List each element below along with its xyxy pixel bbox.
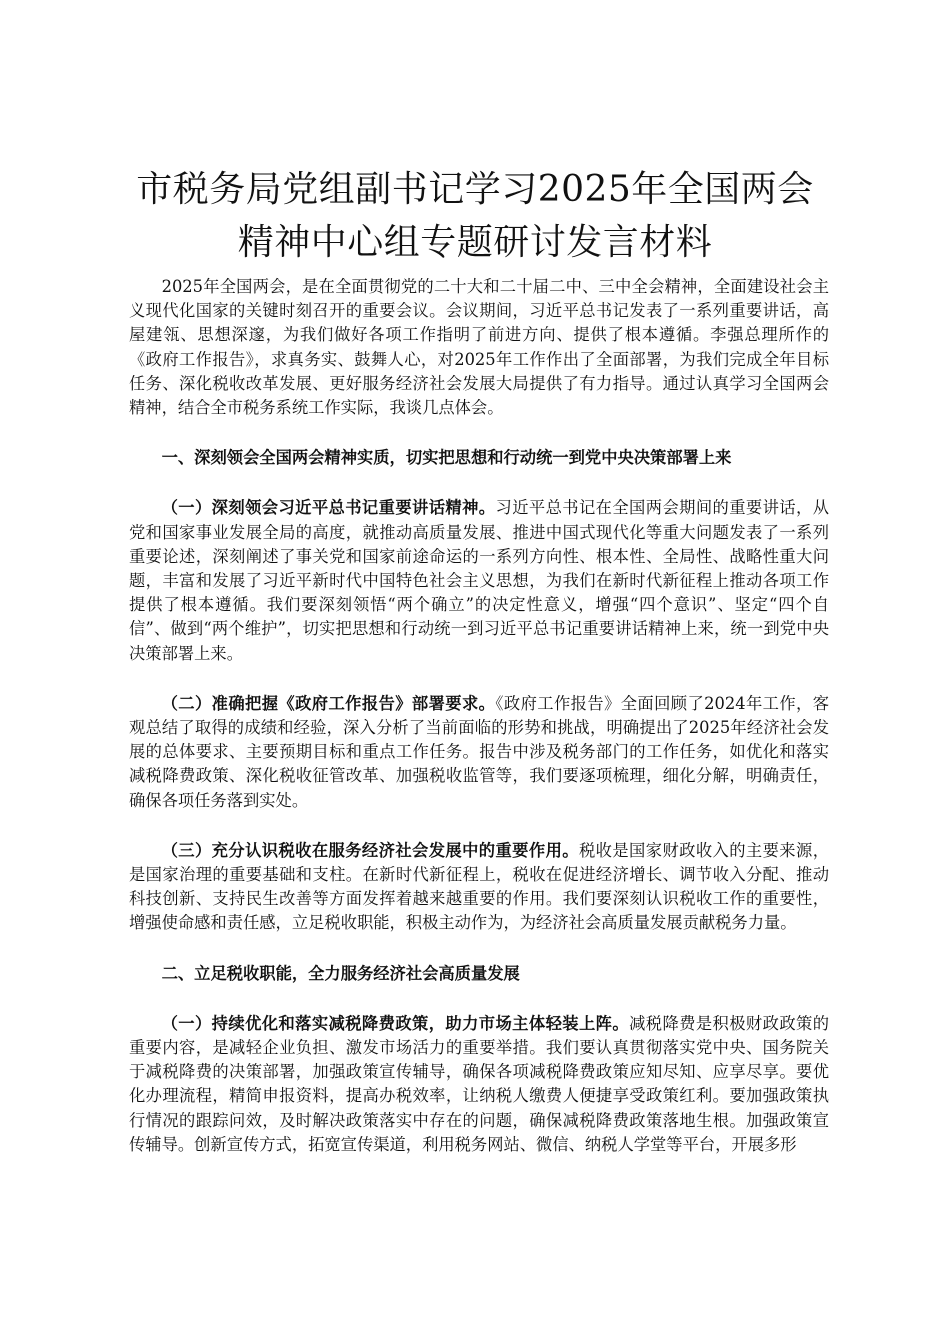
section-2-paragraph-1: [129, 1012, 829, 1157]
section-1-paragraph-2: [129, 692, 829, 813]
section-1-heading: 一、深刻领会全国两会精神实质，切实把思想和行动统一到党中央决策部署上来: [161, 448, 732, 468]
section-1-paragraph-1-body: 习近平总书记在全国两会期间的重要讲话，从党和国家事业发展全局的高度，就推动高质量发展、推进中国式现代化等重大问题发表了一系列重要论述，深刻阐述了事关党和国家前途命运的一系列方向性、根本性、全局性、战略性重大问题，丰富和发展了习近平新时代中国特色社会主义思想，为我们在新时代新征程上推动各项工作提供了根本遵循。我们要深刻领悟“两个确立”的决定性意义，增强“四个意识”、坚定“四个自信”、做到“两个维护”，切实把思想和行动统一到习近平总书记重要讲话精神上来，统一到党中央决策部署上来。: [129, 498, 829, 663]
section-2-paragraph-1-lead: （一）持续优化和落实减税降费政策，助力市场主体轻装上阵。: [161, 1013, 630, 1033]
section-2-heading: 二、立足税收职能，全力服务经济社会高质量发展: [161, 963, 520, 983]
intro-paragraph: 2025年全国两会，是在全面贯彻党的二十大和二十届二中、三中全会精神，全面建设社会主义现代化国家的关键时刻召开的重要会议。会议期间，习近平总书记发表了一系列重要讲话，高屋建瓴、思想深邃，为我们做好各项工作指明了前进方向、提供了根本遵循。李强总理所作的《政府工作报告》，求真务实、鼓舞人心，对2025年工作作出了全面部署，为我们完成全年目标任务、深化税收改革发展、更好服务经济社会发展大局提供了有力指导。通过认真学习全国两会精神，结合全市税务系统工作实际，我谈几点体会。: [129, 277, 829, 418]
document-title: 市税务局党组副书记学习2025年全国两会精神中心组专题研讨发言材料: [136, 169, 814, 263]
section-1-paragraph-1-lead: （一）深刻领会习近平总书记重要讲话精神。: [161, 498, 496, 518]
section-1-paragraph-2-body: 《政府工作报告》全面回顾了2024年工作，客观总结了取得的成绩和经验，深入分析了当前面临的形势和挑战，明确提出了2025年经济社会发展的总体要求、主要预期目标和重点工作任务。报告中涉及税务部门的工作任务，如优化和落实减税降费政策、深化税收征管改革、加强税收监管等，我们要逐项梳理，细化分解，明确责任，确保各项任务落到实处。: [129, 693, 829, 810]
section-2-paragraph-1-body: 减税降费是积极财政政策的重要内容，是减轻企业负担、激发市场活力的重要举措。我们要认真贯彻落实党中央、国务院关于减税降费的决策部署，加强政策宣传辅导，确保各项减税降费政策应知尽知、应享尽享。要优化办理流程，精简申报资料，提高办税效率，让纳税人缴费人便捷享受政策红利。要加强政策执行情况的跟踪问效，及时解决政策落实中存在的问题，确保减税降费政策落地生根。加强政策宣传辅导。创新宣传方式，拓宽宣传渠道，利用税务网站、微信、纳税人学堂等平台，开展多形: [129, 1013, 829, 1154]
section-1-paragraph-3-lead: （三）充分认识税收在服务经济社会发展中的重要作用。: [161, 840, 579, 860]
section-1-paragraph-3-body: 税收是国家财政收入的主要来源，是国家治理的重要基础和支柱。在新时代新征程上，税收在促进经济增长、调节收入分配、推动科技创新、支持民生改善等方面发挥着越来越重要的作用。我们要深刻认识税收工作的重要性，增强使命感和责任感，立足税收职能，积极主动作为，为经济社会高质量发展贡献税务力量。: [129, 840, 829, 933]
section-1-paragraph-1: [129, 496, 829, 665]
document-body: [129, 275, 829, 1157]
section-1-paragraph-3: [129, 839, 829, 936]
section-1-paragraph-2-lead: （二）准确把握《政府工作报告》部署要求。: [161, 693, 496, 713]
